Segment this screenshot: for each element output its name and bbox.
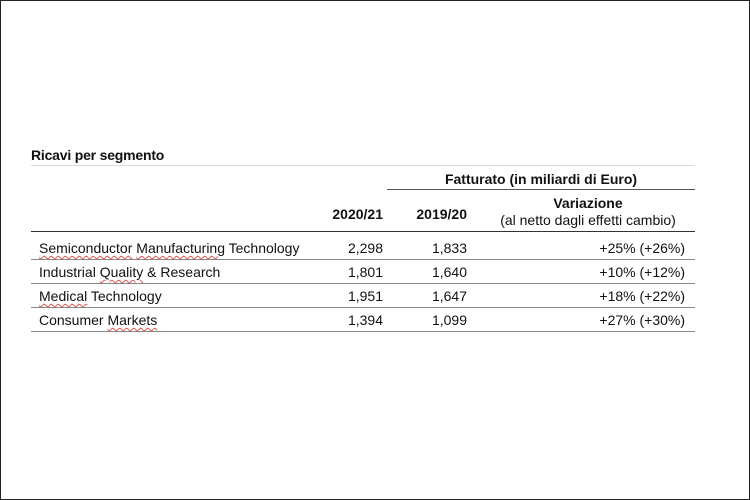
revenue-change: +10% (+12%)	[599, 264, 685, 280]
group-header-divider	[387, 189, 695, 190]
title-divider	[31, 165, 695, 166]
revenue-2020-21: 1,801	[347, 264, 383, 280]
segment-name-part: Industrial	[39, 264, 100, 280]
revenue-2020-21: 1,394	[347, 312, 383, 328]
revenue-2020-21: 1,951	[347, 288, 383, 304]
segment-name	[39, 264, 220, 280]
segment-name	[39, 240, 299, 256]
change-header-sublabel: (al netto dagli effetti cambio)	[500, 212, 676, 228]
revenue-2019-20: 1,647	[431, 288, 467, 304]
column-header-2019-20: 2019/20	[416, 206, 467, 222]
table-title: Ricavi per segmento	[31, 147, 165, 163]
table-row	[31, 283, 695, 308]
column-header-change	[491, 195, 685, 229]
table-row	[31, 235, 695, 260]
table-row	[31, 259, 695, 284]
segment-name-part: Technology	[225, 240, 300, 256]
revenue-group-header: Fatturato (in miliardi di Euro)	[444, 171, 638, 187]
revenue-change: +27% (+30%)	[599, 312, 685, 328]
segment-name-part: Markets	[107, 312, 158, 328]
segment-name	[39, 288, 162, 304]
segment-name-part: Technology	[87, 288, 162, 304]
table-row	[31, 307, 695, 332]
revenue-2019-20: 1,833	[431, 240, 467, 256]
header-divider	[31, 231, 695, 232]
segment-name-part: Quality	[99, 264, 144, 280]
column-header-2020-21: 2020/21	[332, 206, 383, 222]
revenue-2020-21: 2,298	[347, 240, 383, 256]
revenue-change: +18% (+22%)	[599, 288, 685, 304]
segment-name	[39, 312, 157, 328]
revenue-change: +25% (+26%)	[599, 240, 685, 256]
segment-name-part: Consumer	[39, 312, 108, 328]
segment-name-part: Medical	[39, 288, 88, 304]
change-header-label: Variazione	[553, 195, 623, 211]
revenue-2019-20: 1,640	[431, 264, 467, 280]
segment-name-part: & Research	[143, 264, 221, 280]
revenue-2019-20: 1,099	[431, 312, 467, 328]
segment-name-part: Semiconductor	[39, 240, 133, 256]
segment-name-part: Manufacturing	[136, 240, 225, 256]
